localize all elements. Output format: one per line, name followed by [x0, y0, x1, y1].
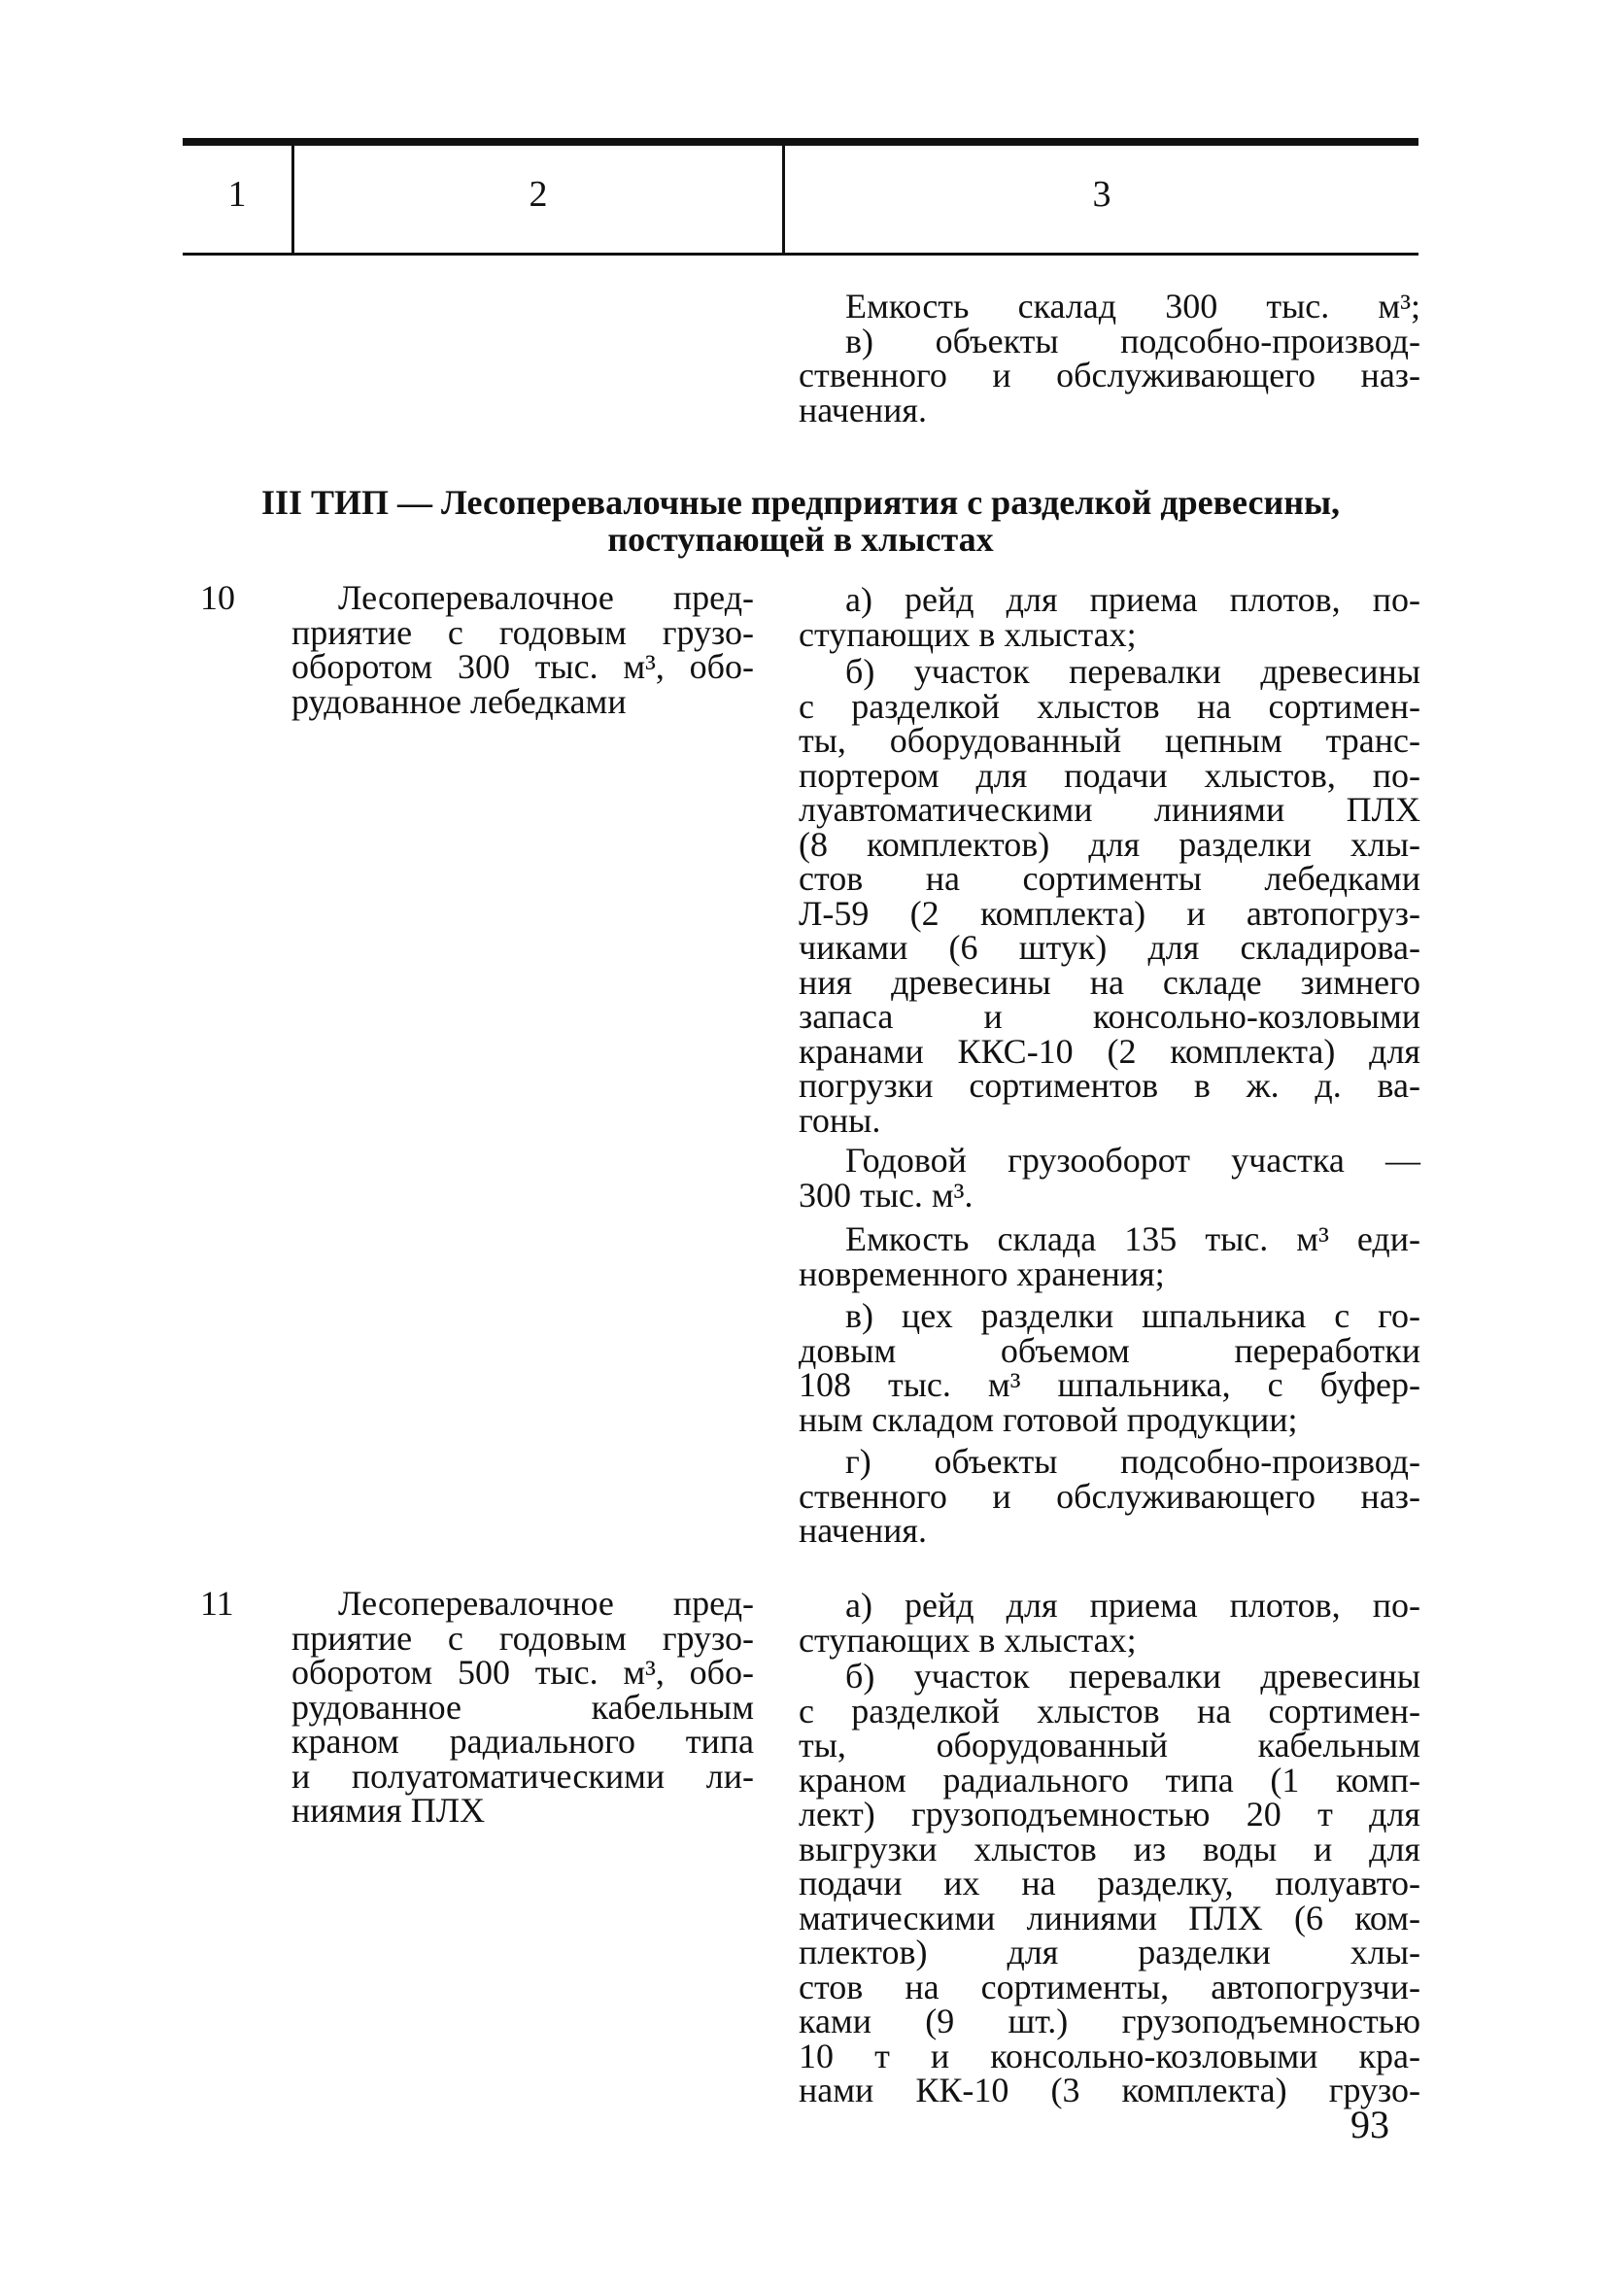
text-line: приятие с годовым грузо-	[291, 1618, 754, 1658]
text-line: краном радиального типа	[291, 1722, 754, 1761]
row-number-11: 11	[200, 1584, 234, 1623]
text-line: б) участок перевалки древесины	[845, 652, 1420, 691]
text-line: ниямия ПЛХ	[291, 1791, 486, 1830]
text-line: Емкость скалад 300 тыс. м³;	[845, 287, 1420, 326]
text-line: ния древесины на складе зимнего	[799, 962, 1420, 1002]
text-line: 10 т и консольно-козловыми кра-	[799, 2036, 1420, 2075]
item-a	[799, 1586, 1420, 1660]
text-line: ственного и обслуживающего наз-	[799, 356, 1420, 394]
text-line: Емкость склада 135 тыс. м³ еди-	[845, 1219, 1420, 1258]
text-line: оборотом 500 тыс. м³, обо-	[291, 1653, 754, 1692]
text-line: рудованное лебедками	[291, 681, 627, 721]
section-title-line: III ТИП — Лесоперевалочные предприятия с разделкой древесины,	[260, 483, 1341, 522]
text-line: ты, оборудованный цепным транс-	[799, 721, 1420, 760]
text-line: а) рейд для приема плотов, по-	[845, 580, 1420, 619]
text-line: с разделкой хлыстов на сортимен-	[799, 1691, 1420, 1731]
text-line: ным складом готовой продукции;	[799, 1399, 1298, 1439]
text-line: стов на сортименты лебедками	[799, 859, 1420, 898]
item-a	[799, 580, 1420, 654]
storage-capacity	[799, 1219, 1420, 1293]
text-line: кранами ККС-10 (2 комплекта) для	[799, 1031, 1420, 1071]
row-number-10: 10	[200, 578, 235, 617]
section-title	[183, 484, 1418, 558]
header-top-rule	[183, 138, 1418, 146]
continuation-block	[799, 287, 1420, 429]
row-11-content	[799, 1586, 1420, 2109]
text-line: плектов) для разделки хлы-	[799, 1933, 1420, 1971]
text-line: портером для подачи хлыстов, по-	[799, 755, 1420, 795]
section-title-line: поступающей в хлыстах	[607, 520, 994, 559]
text-line: новременного хранения;	[799, 1253, 1165, 1293]
text-line: Лесоперевалочное пред-	[338, 1584, 754, 1623]
text-line: (8 комплектов) для разделки хлы-	[799, 824, 1420, 864]
text-line: оборотом 300 тыс. м³, обо-	[291, 647, 754, 686]
text-line: ступающих в хлыстах;	[799, 614, 1137, 654]
text-line: рудованное кабельным	[291, 1687, 754, 1727]
text-line: в) объекты подсобно-производ-	[845, 321, 1420, 360]
page-number: 93	[1350, 2103, 1389, 2146]
text-line: нами КК-10 (3 комплекта) грузо-	[799, 2071, 1420, 2109]
text-line: и полуатоматическими ли-	[291, 1756, 754, 1796]
text-line: б) участок перевалки древесины	[845, 1657, 1420, 1696]
text-line: лект) грузоподъемностью 20 т для	[799, 1795, 1420, 1833]
text-line: подачи их на разделку, полуавто-	[799, 1864, 1420, 1902]
text-line: луавтоматическими линиями ПЛХ	[799, 790, 1420, 829]
item-b	[799, 652, 1420, 1140]
text-line: ками (9 шт.) грузоподъемностью	[799, 2002, 1420, 2040]
text-line: начения.	[799, 1511, 927, 1550]
text-line: начения.	[799, 390, 927, 429]
text-line: с разделкой хлыстов на сортимен-	[799, 686, 1420, 726]
text-line: краном радиального типа (1 комп-	[799, 1760, 1420, 1799]
header-bottom-rule	[183, 253, 1418, 256]
item-g	[799, 1442, 1420, 1550]
item-v	[799, 1296, 1420, 1439]
row-11-description	[291, 1584, 754, 1830]
text-line: выгрузки хлыстов из воды и для	[799, 1829, 1420, 1868]
row-10-description	[291, 578, 754, 721]
text-line: чиками (6 штук) для складирова-	[799, 928, 1420, 967]
text-line: ступающих в хлыстах;	[799, 1620, 1137, 1660]
text-line: 300 тыс. м³.	[799, 1175, 974, 1215]
item-b	[799, 1657, 1420, 2109]
text-line: ственного и обслуживающего наз-	[799, 1476, 1420, 1516]
text-line: г) объекты подсобно-производ-	[845, 1442, 1420, 1481]
row-10-content	[799, 580, 1420, 1550]
text-line: Лесоперевалочное пред-	[338, 578, 754, 617]
text-line: в) цех разделки шпальника с го-	[845, 1296, 1420, 1335]
text-line: гоны.	[799, 1100, 881, 1140]
text-line: матическими линиями ПЛХ (6 ком-	[799, 1898, 1420, 1937]
text-line: довым объемом переработки	[799, 1330, 1420, 1370]
text-line: Л-59 (2 комплекта) и автопогруз-	[799, 893, 1420, 933]
column-header-1: 1	[227, 174, 247, 215]
text-line: Годовой грузооборот участка —	[845, 1141, 1420, 1180]
annual-turnover	[799, 1141, 1420, 1215]
column-header-2: 2	[529, 174, 548, 215]
text-line: стов на сортименты, автопогрузчи-	[799, 1967, 1420, 2006]
text-line: а) рейд для приема плотов, по-	[845, 1586, 1420, 1625]
text-line: ты, оборудованный кабельным	[799, 1726, 1420, 1765]
text-line: запаса и консольно-козловыми	[799, 997, 1420, 1036]
text-line: погрузки сортиментов в ж. д. ва-	[799, 1066, 1420, 1105]
column-header-3: 3	[1092, 174, 1111, 215]
text-line: 108 тыс. м³ шпальника, с буфер-	[799, 1365, 1420, 1404]
text-line: приятие с годовым грузо-	[291, 612, 754, 652]
